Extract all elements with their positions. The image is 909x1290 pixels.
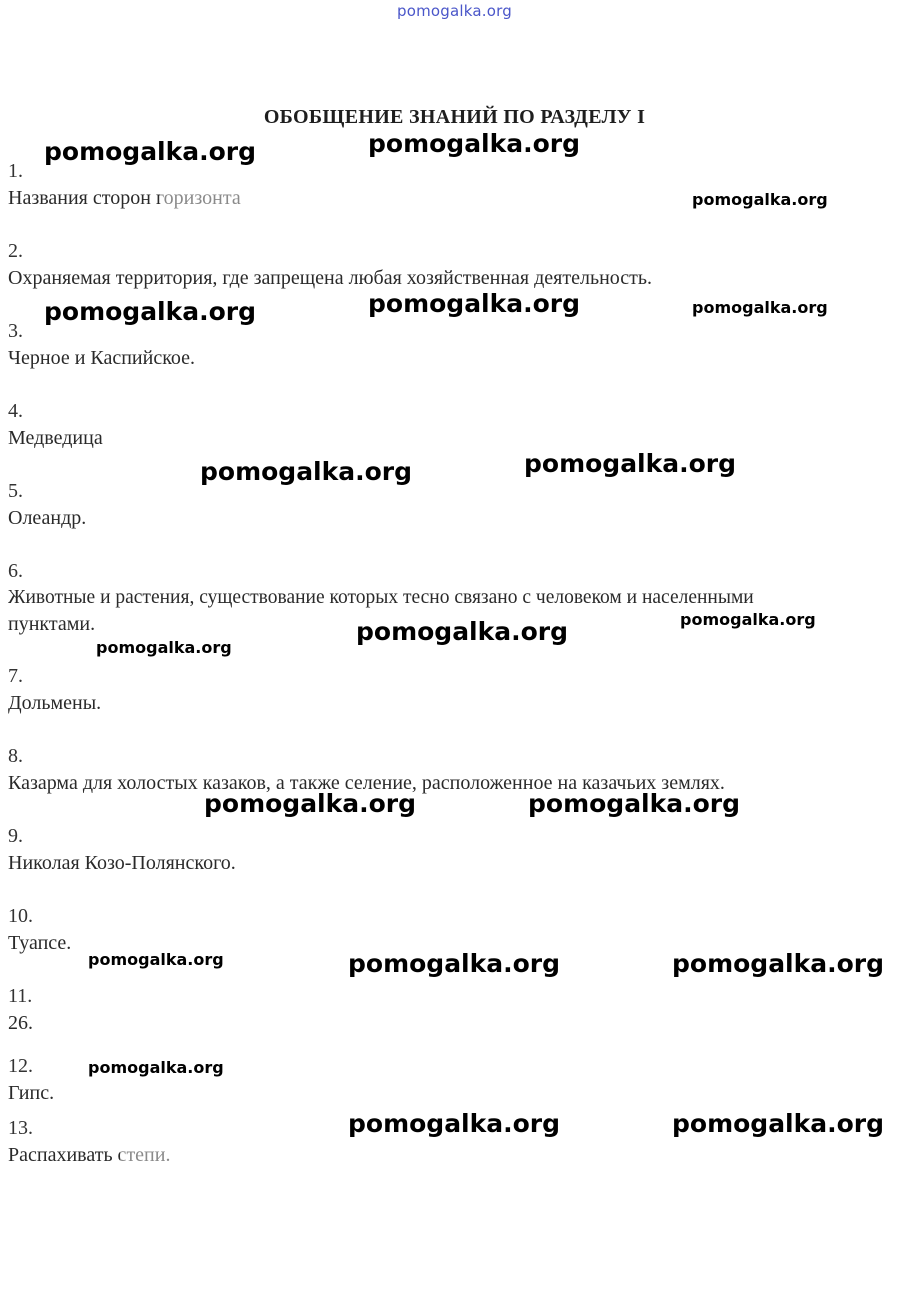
watermark: pomogalka.org — [88, 950, 224, 969]
watermark: pomogalka.org — [96, 638, 232, 657]
watermark: pomogalka.org — [44, 137, 257, 166]
item-answer: Медведица — [8, 427, 103, 449]
item-answer: Гипс. — [8, 1082, 55, 1104]
item-answer: Олеандр. — [8, 507, 87, 529]
item-answer: Распахивать степи. — [8, 1144, 171, 1166]
item-number: 7. — [8, 665, 23, 687]
page-title: ОБОБЩЕНИЕ ЗНАНИЙ ПО РАЗДЕЛУ I — [263, 106, 646, 128]
item-answer: Дольмены. — [8, 692, 102, 714]
watermark: pomogalka.org — [356, 617, 569, 646]
watermark: pomogalka.org — [692, 298, 828, 317]
watermark: pomogalka.org — [524, 449, 737, 478]
item-answer: Николая Козо-Полянского. — [8, 852, 236, 874]
scan-smudge — [120, 1145, 210, 1173]
item-number: 3. — [8, 320, 23, 342]
item-number: 5. — [8, 480, 23, 502]
watermark: pomogalka.org — [368, 289, 581, 318]
scan-smudge — [160, 188, 280, 216]
item-number: 9. — [8, 825, 23, 847]
item-answer: Казарма для холостых казаков, а также селение, расположенное на казачьих землях. — [8, 772, 725, 794]
watermark: pomogalka.org — [692, 190, 828, 209]
item-number: 2. — [8, 240, 23, 262]
watermark: pomogalka.org — [88, 1058, 224, 1077]
item-answer-continuation: пунктами. — [8, 613, 96, 635]
item-answer: Туапсе. — [8, 932, 72, 954]
item-answer: 26. — [8, 1012, 33, 1034]
site-header-link[interactable]: pomogalka.org — [397, 2, 512, 20]
watermark: pomogalka.org — [680, 610, 816, 629]
item-answer: Черное и Каспийское. — [8, 347, 196, 369]
item-number: 1. — [8, 160, 23, 182]
item-answer: Животные и растения, существование которых тесно связано с человеком и населенными — [8, 587, 754, 608]
watermark: pomogalka.org — [672, 1109, 885, 1138]
item-number: 10. — [8, 905, 33, 927]
item-number: 12. — [8, 1055, 33, 1077]
item-number: 4. — [8, 400, 23, 422]
item-number: 13. — [8, 1117, 33, 1139]
item-number: 6. — [8, 560, 23, 582]
watermark: pomogalka.org — [348, 949, 561, 978]
watermark: pomogalka.org — [368, 129, 581, 158]
item-number: 8. — [8, 745, 23, 767]
item-answer: Названия сторон горизонта — [8, 187, 241, 209]
watermark: pomogalka.org — [44, 297, 257, 326]
item-number: 11. — [8, 985, 33, 1007]
watermark: pomogalka.org — [672, 949, 885, 978]
watermark: pomogalka.org — [200, 457, 413, 486]
item-answer: Охраняемая территория, где запрещена любая хозяйственная деятельность. — [8, 267, 653, 289]
watermark: pomogalka.org — [348, 1109, 561, 1138]
watermark: pomogalka.org — [204, 789, 417, 818]
watermark: pomogalka.org — [528, 789, 741, 818]
